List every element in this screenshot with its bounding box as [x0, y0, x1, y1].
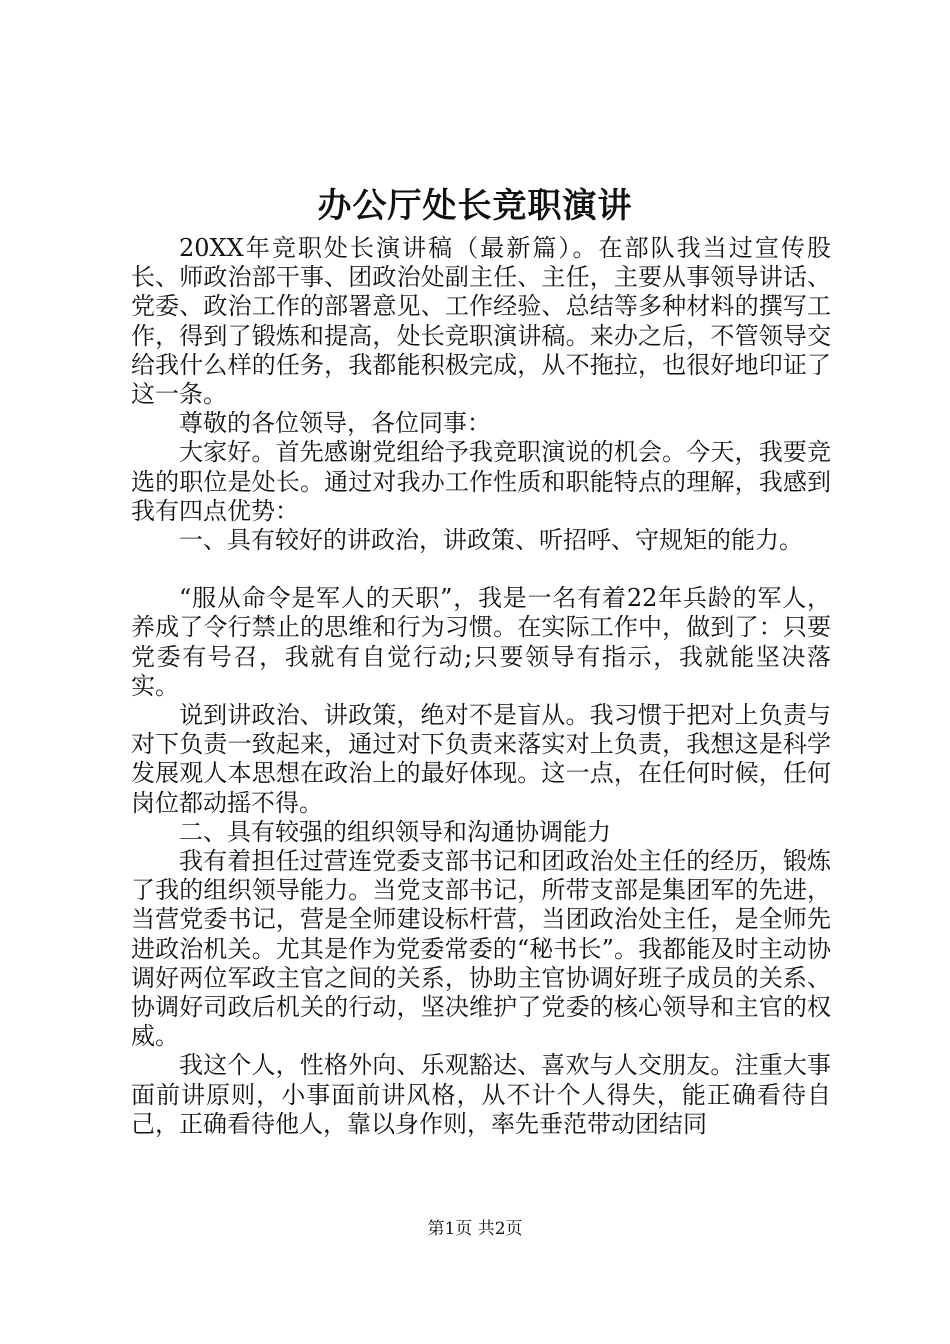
page-number-footer: 第1页 共2页 [427, 1219, 523, 1239]
section-heading-2: 二、具有较强的组织领导和沟通协调能力 [179, 817, 611, 846]
paragraph-leadership: 我有着担任过营连党委支部书记和团政治处主任的经历，锻炼了我的组织领导能力。当党支部书记，所带支部是集团军的先进，当营党委书记，营是全师建设标杆营，当团政治处主任，是全师先进政治机关。尤其是作为党委常委的“秘书长”。我都能及时主动协调好两位军政主官之间的关系，协助主官协调好班子成员的关系、协调好司政后机关的行动，坚决维护了党委的核心领导和主官的权威。 [131, 847, 831, 1051]
paragraph-salutation: 尊敬的各位领导，各位同事： [179, 409, 491, 438]
paragraph-greeting: 大家好。首先感谢党组给予我竞职演说的机会。今天，我要竞选的职位是处长。通过对我办工作性质和职能特点的理解，我感到我有四点优势： [131, 438, 831, 525]
paragraph-intro: 20XX年竞职处长演讲稿（最新篇）。在部队我当过宣传股长、师政治部干事、团政治处副主任、主任，主要从事领导讲话、党委、政治工作的部署意见、工作经验、总结等多种材料的撰写工作，得到了锻炼和提高，处长竞职演讲稿。来办之后，不管领导交给我什么样的任务，我都能积极完成，从不拖拉，也很好地印证了这一条。 [131, 234, 831, 409]
paragraph-military-duty: “服从命令是军人的天职”，我是一名有着22年兵龄的军人，养成了令行禁止的思维和行为习惯。在实际工作中，做到了：只要党委有号召，我就有自觉行动;只要领导有指示，我就能坚决落实。 [131, 584, 831, 700]
section-heading-1: 一、具有较好的讲政治，讲政策、听招呼、守规矩的能力。 [179, 526, 803, 555]
document-body [131, 234, 831, 1139]
paragraph-politics: 说到讲政治、讲政策，绝对不是盲从。我习惯于把对上负责与对下负责一致起来，通过对下负责来落实对上负责，我想这是科学发展观人本思想在政治上的最好体现。这一点，在任何时候，任何岗位都动摇不得。 [131, 701, 831, 817]
paragraph-personality: 我这个人，性格外向、乐观豁达、喜欢与人交朋友。注重大事面前讲原则，小事面前讲风格，从不计个人得失，能正确看待自己，正确看待他人，靠以身作则，率先垂范带动团结同 [131, 1051, 831, 1138]
document-title: 办公厅处长竞职演讲 [317, 186, 633, 226]
